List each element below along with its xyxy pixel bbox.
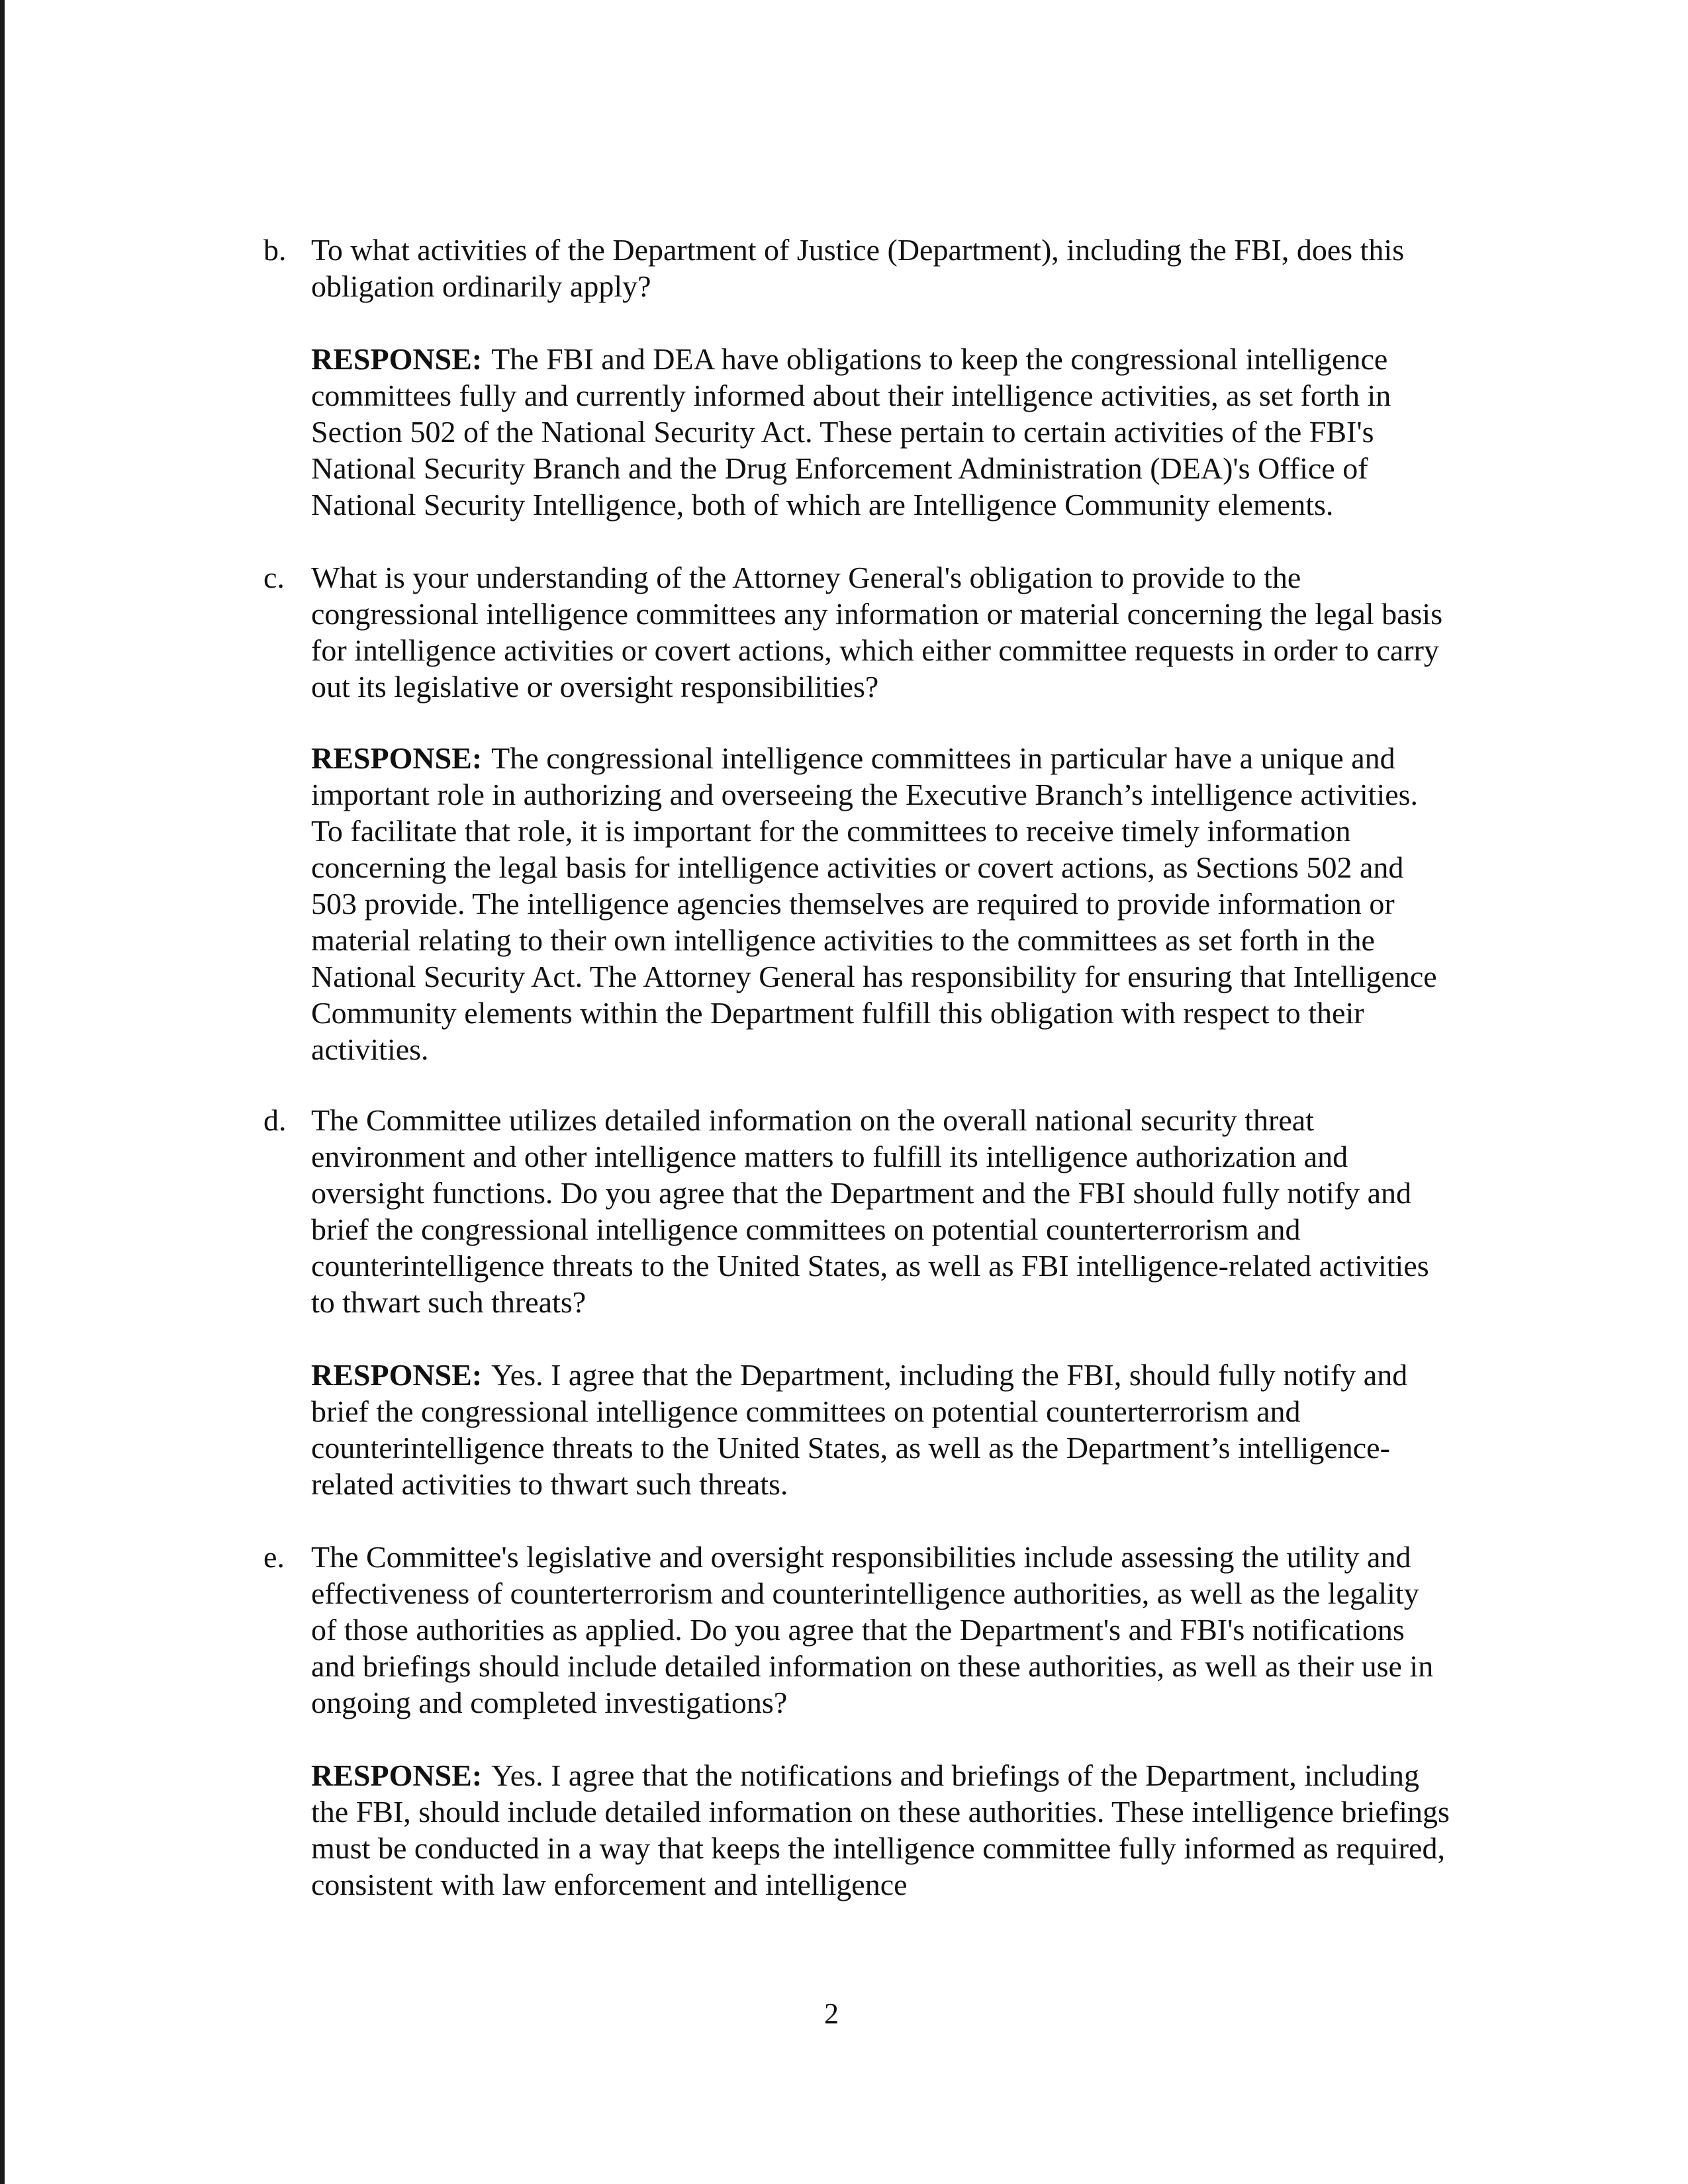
response-text: Yes. I agree that the Department, including the FBI, should fully notify and brief the congressional intelligence committees on potential counterterrorism and counterintelligence threats to the United States, as well as the Department’s intelligence-related activities to thwart such threats.	[311, 1358, 1408, 1501]
response-label: RESPONSE:	[311, 741, 483, 775]
question-letter: d.	[263, 1103, 287, 1137]
response-label: RESPONSE:	[311, 1358, 483, 1392]
question-letter: c.	[263, 561, 285, 594]
question-text: To what activities of the Department of Justice (Department), including the FBI, does this obligation ordinarily apply?	[311, 233, 1405, 303]
response-text: The FBI and DEA have obligations to keep the congressional intelligence committees fully and currently informed about their intelligence activities, as set forth in Section 502 of the National Security Act. These pertain to certain activities of the FBI's National Security Branch and the Drug Enforcement Administration (DEA)'s Office of National Security Intelligence, both of which are Intelligence Community elements.	[311, 342, 1391, 522]
response-d	[311, 1357, 1450, 1502]
question-text: What is your understanding of the Attorney General's obligation to provide to the congressional intelligence committees any information or material concerning the legal basis for intelligence activities or covert actions, which either committee requests in order to carry out its legislative or oversight responsibilities?	[311, 561, 1443, 704]
question-text: The Committee utilizes detailed information on the overall national security threat environment and other intelligence matters to fulfill its intelligence authorization and oversight functions. Do you agree that the Department and the FBI should fully notify and brief the congressional intelligence committees on potential counterterrorism and counterintelligence threats to the United States, as well as FBI intelligence-related activities to thwart such threats?	[311, 1103, 1429, 1319]
question-text: The Committee's legislative and oversight responsibilities include assessing the utility and effectiveness of counterterrorism and counterintelligence authorities, as well as the legality of those authorities as applied. Do you agree that the Department's and FBI's notifications and briefings should include detailed information on these authorities, as well as their use in ongoing and completed investigations?	[311, 1540, 1434, 1719]
response-label: RESPONSE:	[311, 1758, 483, 1792]
response-label: RESPONSE:	[311, 342, 483, 376]
response-e	[311, 1757, 1450, 1903]
response-c	[311, 740, 1450, 1068]
response-text: Yes. I agree that the notifications and briefings of the Department, including the FBI, should include detailed information on these authorities. These intelligence briefings must be conducted in a way that keeps the intelligence committee fully informed as required, consistent with law enforcement and intelligence	[311, 1758, 1450, 1901]
question-letter: e.	[263, 1540, 285, 1574]
response-b	[311, 341, 1450, 523]
page-number: 2	[824, 1997, 839, 2030]
response-text: The congressional intelligence committees in particular have a unique and important role in authorizing and overseeing the Executive Branch’s intelligence activities. To facilitate that role, it is important for the committees to receive timely information concerning the legal basis for intelligence activities or covert actions, as Sections 502 and 503 provide. The intelligence agencies themselves are required to provide information or material relating to their own intelligence activities to the committees as set forth in the National Security Act. The Attorney General has responsibility for ensuring that Intelligence Community elements within the Department fulfill this obligation with respect to their activities.	[311, 741, 1437, 1066]
question-letter: b.	[263, 233, 287, 267]
